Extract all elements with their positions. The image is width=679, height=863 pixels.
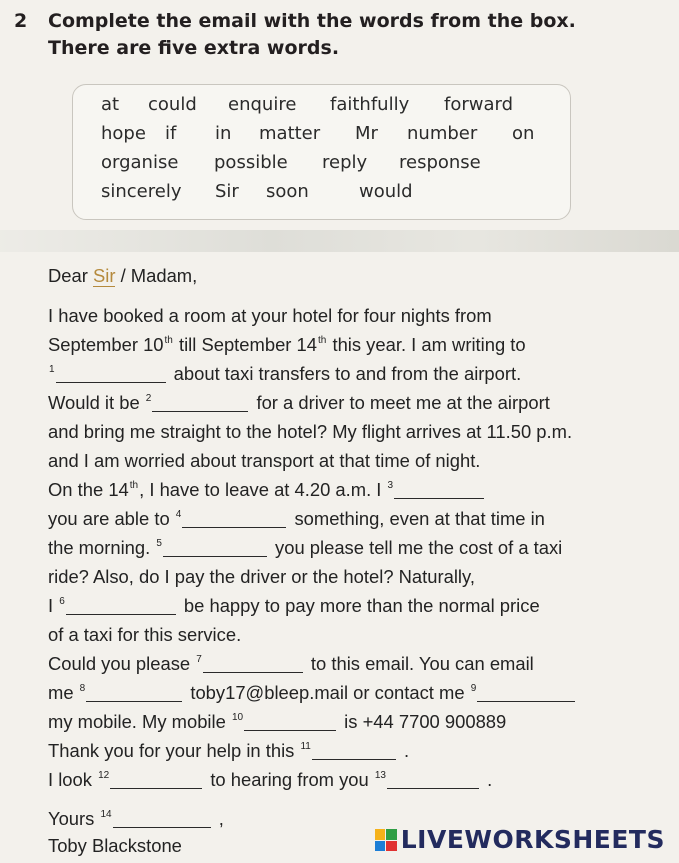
gap-14-blank[interactable] xyxy=(113,809,211,828)
email-line: Would it be $^2$ for a driver to meet me at the airport xyxy=(48,392,550,413)
gap-4-blank[interactable] xyxy=(182,509,286,528)
gap-7-blank[interactable] xyxy=(203,654,303,673)
word-item: matter xyxy=(259,123,321,144)
gap-number: 2 xyxy=(145,393,152,404)
gap-8-blank[interactable] xyxy=(86,683,182,702)
email-line: On the 14th, I have to leave at 4.20 a.m. I $^3$ xyxy=(48,477,487,503)
gap-12-blank[interactable] xyxy=(110,770,202,789)
word-item: if xyxy=(165,123,177,144)
word-item: number xyxy=(407,123,478,144)
email-line: the morning. $^5$ you please tell me the cost of a taxi xyxy=(48,537,563,558)
word-item: faithfully xyxy=(330,94,410,115)
email-line: of a taxi for this service. xyxy=(48,624,242,645)
gap-number: 8 xyxy=(79,683,86,694)
task-instruction xyxy=(48,8,668,62)
email-signature: Toby Blackstone xyxy=(48,835,182,856)
word-item: would xyxy=(359,181,413,202)
gap-number: 1 xyxy=(49,364,55,375)
email-line: and bring me straight to the hotel? My flight arrives at 11.50 p.m. xyxy=(48,421,573,442)
gap-number: 12 xyxy=(98,770,110,781)
gap-number: 9 xyxy=(470,683,477,694)
word-item: enquire xyxy=(228,94,297,115)
word-box xyxy=(72,84,571,220)
email-line: $^1$ about taxi transfers to and from the airport. xyxy=(49,363,522,384)
instruction-line-2: There are five extra words. xyxy=(48,37,340,59)
email-line: I look $^{12}$ to hearing from you $^{13}$ . xyxy=(48,769,493,790)
gap-3-blank[interactable] xyxy=(394,480,484,499)
gap-11-blank[interactable] xyxy=(312,741,396,760)
email-line: Could you please $^7$ to this email. You can email xyxy=(48,653,534,674)
gap-number: 14 xyxy=(100,809,112,820)
email-closing: Yours $^{14}$ , xyxy=(48,808,224,829)
scan-band xyxy=(0,230,679,252)
email-line: you are able to $^4$ something, even at that time in xyxy=(48,508,545,529)
gap-number: 7 xyxy=(196,654,202,665)
gap-13-blank[interactable] xyxy=(387,770,479,789)
gap-number: 4 xyxy=(175,509,182,520)
gap-2-blank[interactable] xyxy=(152,393,248,412)
word-item: hope xyxy=(101,123,146,144)
word-item: in xyxy=(215,123,232,144)
gap-number: 5 xyxy=(156,538,162,549)
email-greeting: Dear Sir / Madam, xyxy=(48,265,198,286)
task-heading xyxy=(0,0,679,75)
email-line: my mobile. My mobile $^{10}$ is +44 7700 900889 xyxy=(48,711,507,732)
email-line: September 10th till September 14th this year. I am writing to xyxy=(48,334,526,355)
task-number: 2 xyxy=(14,10,28,32)
gap-number: 6 xyxy=(59,596,65,607)
logo-text: LIVEWORKSHEETS xyxy=(400,825,665,854)
gap-number: 11 xyxy=(300,741,311,752)
gap-number: 10 xyxy=(231,712,244,723)
email-line: I $^6$ be happy to pay more than the normal price xyxy=(48,595,540,616)
word-item: possible xyxy=(214,152,288,173)
gap-number: 13 xyxy=(374,770,386,781)
word-item: reply xyxy=(322,152,368,173)
gap-10-blank[interactable] xyxy=(244,712,336,731)
word-item: at xyxy=(101,94,120,115)
email-line: and I am worried about transport at that time of night. xyxy=(48,450,481,471)
email-line: Thank you for your help in this $^{11}$ . xyxy=(48,740,410,761)
liveworksheets-logo xyxy=(375,826,665,854)
gap-6-blank[interactable] xyxy=(66,596,176,615)
gap-number: 3 xyxy=(387,480,394,491)
word-item: sincerely xyxy=(101,181,182,202)
gap-5-blank[interactable] xyxy=(163,538,267,557)
word-item: forward xyxy=(444,94,514,115)
email-line: ride? Also, do I pay the driver or the hotel? Naturally, xyxy=(48,566,475,587)
word-item: Sir xyxy=(215,181,239,202)
word-item: could xyxy=(148,94,197,115)
word-item: soon xyxy=(266,181,309,202)
word-item: organise xyxy=(101,152,179,173)
word-item: Mr xyxy=(355,123,378,144)
email-line: me $^8$ toby17@bleep.mail or contact me $^9$ xyxy=(48,680,578,706)
email-line: I have booked a room at your hotel for four nights from xyxy=(48,305,492,326)
gap-1-blank[interactable] xyxy=(56,364,166,383)
instruction-line-1: Complete the email with the words from the box. xyxy=(48,10,576,32)
word-item: response xyxy=(399,152,481,173)
word-item: on xyxy=(512,123,535,144)
example-answer: Sir xyxy=(92,265,116,286)
gap-9-blank[interactable] xyxy=(477,683,575,702)
liveworksheets-icon xyxy=(375,829,397,851)
